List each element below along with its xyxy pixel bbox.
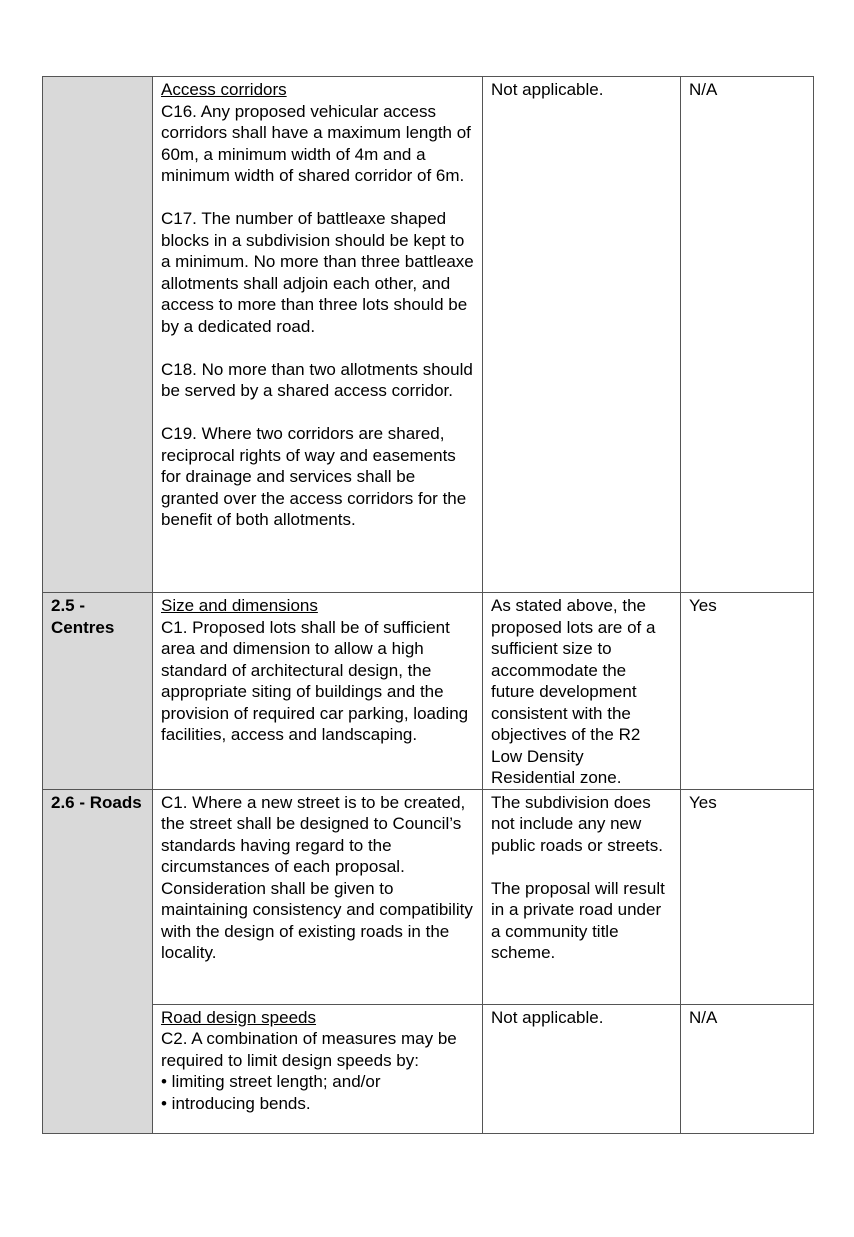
criteria-cell [153,789,483,1004]
criteria-cell [153,1004,483,1133]
comment-cell: Not applicable. [483,77,681,593]
table-row [43,1004,814,1133]
criteria-paragraph: C18. No more than two allotments should be served by a shared access corridor. [161,359,473,400]
criteria-paragraph: C1. Proposed lots shall be of sufficient area and dimension to allow a high standard of architectural design, the appropriate siting of buildings and the provision of required car parking, loading facilities, access and landscaping. [161,617,469,744]
compliance-table [42,76,814,1134]
criteria-bullet: • introducing bends. [161,1093,311,1113]
criteria-heading: Road design speeds [161,1007,317,1027]
table-row [43,789,814,1004]
criteria-paragraph: C19. Where two corridors are shared, reciprocal rights of way and easements for drainage and services shall be granted over the access corridors for the benefit of both allotments. [161,424,467,529]
section-cell: 2.6 - Roads [43,789,153,1133]
compliance-cell: Yes [681,593,814,790]
criteria-cell [153,77,483,593]
criteria-cell [153,593,483,790]
table-row [43,77,814,593]
criteria-paragraph: C16. Any proposed vehicular access corridors shall have a maximum length of 60m, a minimum width of 4m and a minimum width of shared corridor of 6m. [161,101,471,185]
section-cell: 2.5 - Centres [43,593,153,790]
section-cell [43,77,153,593]
compliance-cell: N/A [681,77,814,593]
comment-cell: Not applicable. [483,1004,681,1133]
comment-paragraph: The proposal will result in a private road under a community title scheme. [491,878,665,962]
criteria-bullet: • limiting street length; and/or [161,1072,381,1091]
criteria-heading: Access corridors [161,80,287,99]
compliance-cell: N/A [681,1004,814,1133]
criteria-paragraph: C2. A combination of measures may be required to limit design speeds by: [161,1029,457,1070]
criteria-paragraph: C1. Where a new street is to be created, the street shall be designed to Council’s standards having regard to the circumstances of each proposal. Consideration shall be given to maintaining consistency and compatibility with the design of existing roads in the locality. [161,792,473,962]
criteria-heading: Size and dimensions [161,596,318,615]
comment-cell: As stated above, the proposed lots are of a sufficient size to accommodate the future development consistent with the objectives of the R2 Low Density Residential zone. [483,593,681,790]
compliance-cell: Yes [681,789,814,1004]
criteria-paragraph: C17. The number of battleaxe shaped blocks in a subdivision should be kept to a minimum. No more than three battleaxe allotments shall adjoin each other, and access to more than three lots should be by a dedicated road. [161,209,474,336]
comment-paragraph: The subdivision does not include any new public roads or streets. [491,792,663,855]
table-row [43,593,814,790]
comment-cell [483,789,681,1004]
